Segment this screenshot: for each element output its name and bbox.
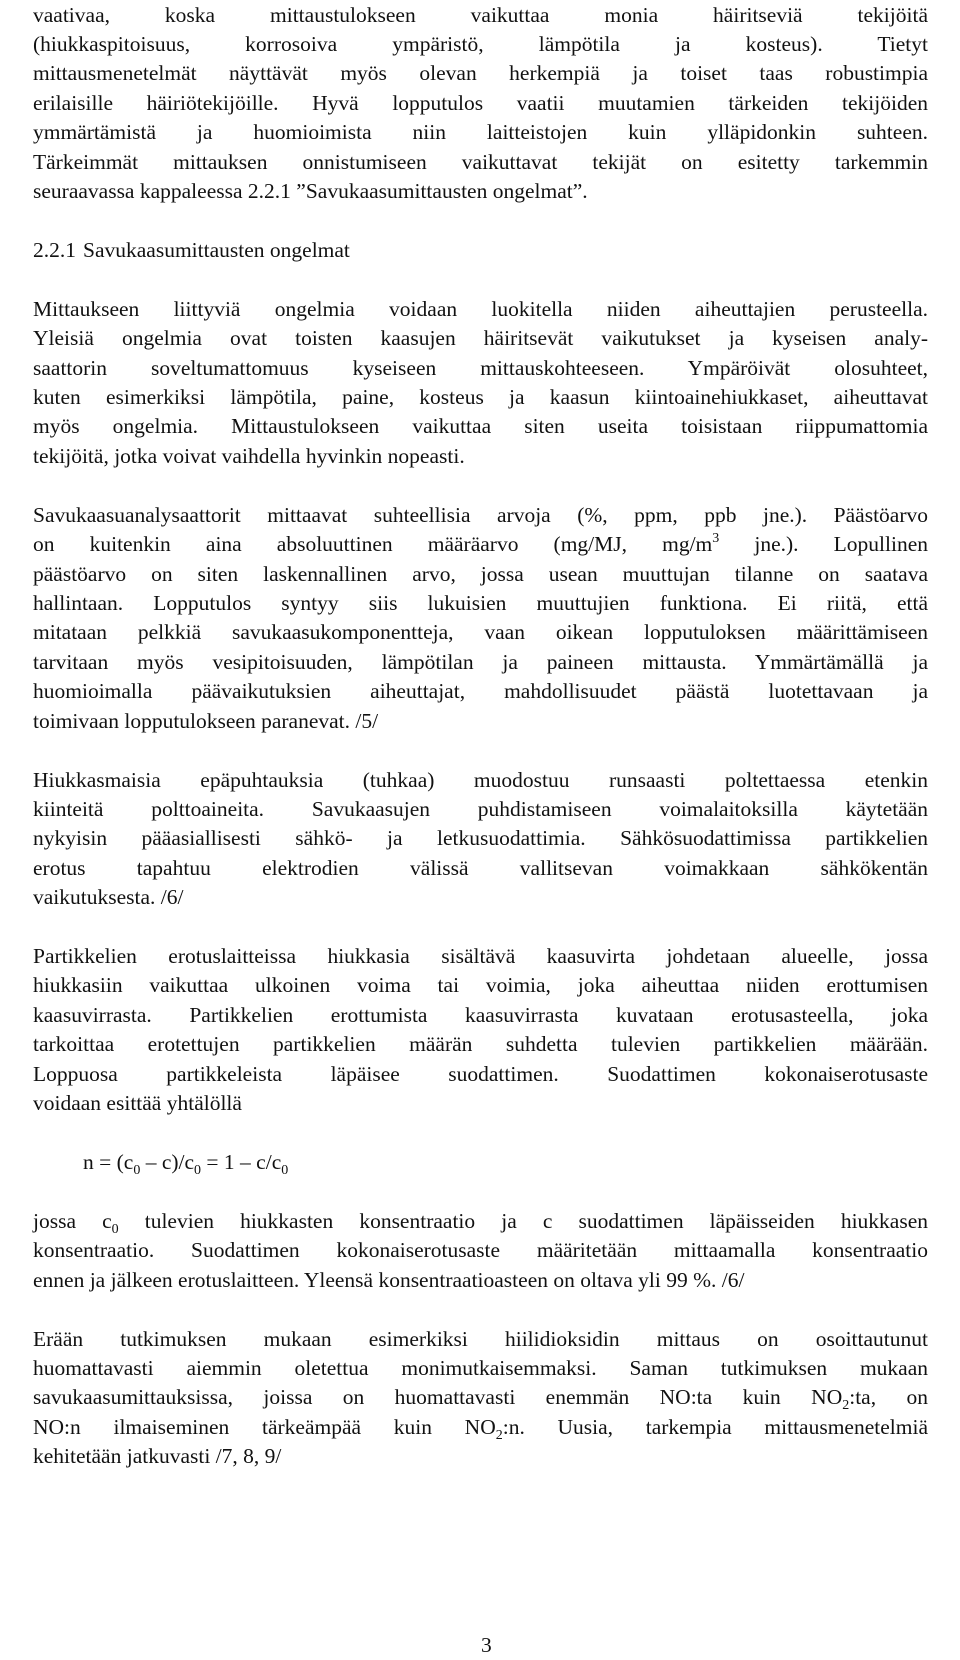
- document-page: [33, 0, 928, 1660]
- text-line: [33, 1206, 928, 1236]
- superscript: 3: [712, 531, 720, 546]
- text-line: mittausmenetelmät näyttävät myös olevan herkempiä ja toiset taas robustimpia: [33, 61, 928, 85]
- text-line: Erään tutkimuksen mukaan esimerkiksi hiilidioksidin mittaus on osoittautunut: [33, 1327, 928, 1351]
- text-line: kuten esimerkiksi lämpötila, paine, kosteus ja kaasun kiintoainehiukkaset, aiheuttavat: [33, 385, 928, 409]
- text-line: ennen ja jälkeen erotuslaitteen. Yleensä konsentraatioasteen on oltava yli 99 %. /6/: [33, 1268, 745, 1292]
- text-run: :ta, on: [849, 1385, 928, 1409]
- text-line: nykyisin pääasiallisesti sähkö- ja letkusuodattimia. Sähkösuodattimissa partikkelien: [33, 826, 928, 850]
- text-line: (hiukkaspitoisuus, korrosoiva ympäristö, lämpötila ja kosteus). Tietyt: [33, 32, 928, 56]
- text-line: Partikkelien erotuslaitteissa hiukkasia sisältävä kaasuvirta johdetaan alueelle, jossa: [33, 944, 928, 968]
- text-line: myös ongelmia. Mittaustulokseen vaikuttaa siten useita toisistaan riippumattomia: [33, 414, 928, 438]
- section-heading: [33, 235, 928, 265]
- text-line: saattorin soveltumattomuus kyseiseen mittauskohteeseen. Ympäröivät olosuhteet,: [33, 356, 928, 380]
- text-line: vaativaa, koska mittaustulokseen vaikuttaa monia häiritseviä tekijöitä: [33, 3, 928, 27]
- text-line: [33, 529, 928, 559]
- text-line: huomattavasti aiemmin oletettua monimutkaisemmaksi. Saman tutkimuksen mukaan: [33, 1356, 928, 1380]
- text-line: tekijöitä, jotka voivat vaihdella hyvinkin nopeasti.: [33, 444, 465, 468]
- text-line: hallintaan. Lopputulos syntyy siis lukuisien muuttujien funktiona. Ei riitä, että: [33, 591, 928, 615]
- formula-part: – c)/c: [140, 1150, 195, 1174]
- text-run: jne.). Lopullinen: [719, 532, 928, 556]
- text-line: kaasuvirrasta. Partikkelien erottumista kaasuvirrasta kuvataan erotusasteella, joka: [33, 1003, 928, 1027]
- subscript: 2: [842, 1398, 850, 1413]
- subscript: 2: [495, 1428, 503, 1443]
- text-line: Loppuosa partikkeleista läpäisee suodattimen. Suodattimen kokonaiserotusaste: [33, 1062, 928, 1086]
- page-number: 3: [481, 1633, 492, 1657]
- efficiency-formula: [83, 1147, 288, 1177]
- text-line: toimivaan lopputulokseen paranevat. /5/: [33, 709, 379, 733]
- subscript: 0: [281, 1163, 289, 1178]
- text-line: Savukaasuanalysaattorit mittaavat suhteellisia arvoja (%, ppm, ppb jne.). Päästöarvo: [33, 503, 928, 527]
- text-line: tarvitaan myös vesipitoisuuden, lämpötilan ja paineen mittausta. Ymmärtämällä ja: [33, 650, 928, 674]
- text-run: on kuitenkin aina absoluuttinen määräarvo (mg/MJ, mg/m: [33, 532, 713, 556]
- text-line: ymmärtämistä ja huomioimista niin laitteistojen kuin ylläpidonkin suhteen.: [33, 120, 928, 144]
- text-line: tarkoittaa erotettujen partikkelien määrän suhdetta tulevien partikkelien määrään.: [33, 1032, 928, 1056]
- subscript: 0: [111, 1222, 119, 1237]
- text-line: vaikutuksesta. /6/: [33, 885, 184, 909]
- text-line: erotus tapahtuu elektrodien välissä vallitsevan voimakkaan sähkökentän: [33, 856, 928, 880]
- text-line: [33, 1412, 928, 1442]
- text-line: Mittaukseen liittyviä ongelmia voidaan luokitella niiden aiheuttajien perusteella.: [33, 297, 928, 321]
- text-run: tulevien hiukkasten konsentraatio ja c suodattimen läpäisseiden hiukkasen: [118, 1209, 928, 1233]
- text-line: kehitetään jatkuvasti /7, 8, 9/: [33, 1444, 282, 1468]
- formula-part: n = (c: [83, 1150, 134, 1174]
- text-line: erilaisille häiriötekijöille. Hyvä lopputulos vaatii muutamien tärkeiden tekijöiden: [33, 91, 928, 115]
- text-line: konsentraatio. Suodattimen kokonaiserotusaste määritetään mittaamalla konsentraatio: [33, 1238, 928, 1262]
- subscript: 0: [133, 1163, 141, 1178]
- text-line: hiukkasiin vaikuttaa ulkoinen voima tai voimia, joka aiheuttaa niiden erottumisen: [33, 973, 928, 997]
- text-run: :n. Uusia, tarkempia mittausmenetelmiä: [502, 1415, 928, 1439]
- text-line: [33, 1382, 928, 1412]
- text-run: NO:n ilmaiseminen tärkeämpää kuin NO: [33, 1415, 496, 1439]
- text-line: kiinteitä polttoaineita. Savukaasujen puhdistamiseen voimalaitoksilla käytetään: [33, 797, 928, 821]
- section-number: 2.2.1: [33, 238, 76, 262]
- text-line: seuraavassa kappaleessa 2.2.1 ”Savukaasumittausten ongelmat”.: [33, 179, 588, 203]
- text-line: päästöarvo on siten laskennallinen arvo, jossa usean muuttujan tilanne on saatava: [33, 562, 928, 586]
- text-line: voidaan esittää yhtälöllä: [33, 1091, 242, 1115]
- subscript: 0: [194, 1163, 202, 1178]
- text-line: mitataan pelkkiä savukaasukomponentteja, vaan oikean lopputuloksen määrittämiseen: [33, 620, 928, 644]
- formula-part: = 1 – c/c: [201, 1150, 282, 1174]
- text-line: huomioimalla päävaikutuksien aiheuttajat, mahdollisuudet päästä luotettavaan ja: [33, 679, 928, 703]
- text-line: Tärkeimmät mittauksen onnistumiseen vaikuttavat tekijät on esitetty tarkemmin: [33, 150, 928, 174]
- text-line: Yleisiä ongelmia ovat toisten kaasujen häiritsevät vaikutukset ja kyseisen analy-: [33, 326, 928, 350]
- text-run: jossa c: [33, 1209, 112, 1233]
- text-run: savukaasumittauksissa, joissa on huomattavasti enemmän NO:ta kuin NO: [33, 1385, 843, 1409]
- text-line: Hiukkasmaisia epäpuhtauksia (tuhkaa) muodostuu runsaasti poltettaessa etenkin: [33, 768, 928, 792]
- section-title: Savukaasumittausten ongelmat: [83, 238, 350, 262]
